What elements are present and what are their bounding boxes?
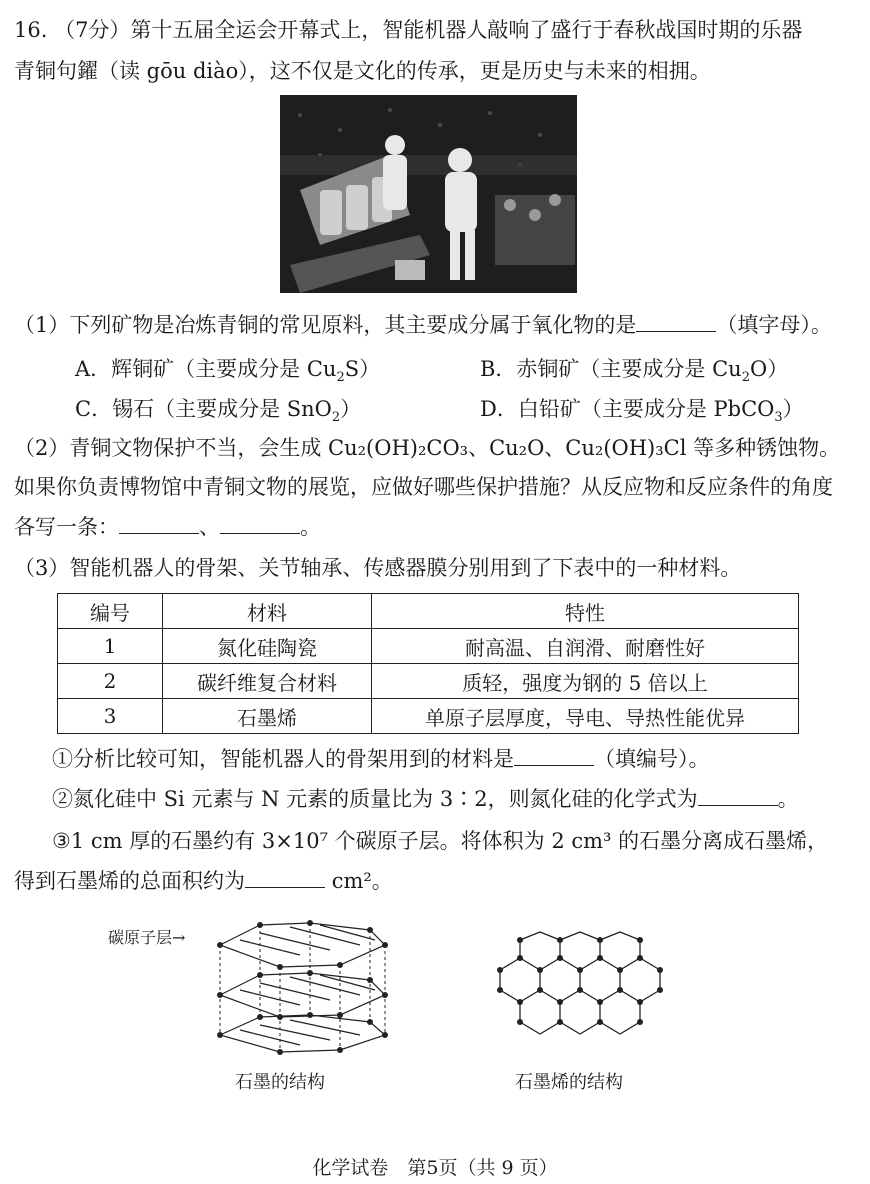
- robot-performance-photo: [280, 95, 577, 293]
- option-b: B．赤铜矿（主要成分是 $Cu_2O$）: [480, 357, 789, 386]
- table-header: 编号: [58, 594, 163, 629]
- graphite-caption: 石墨的结构: [235, 1072, 325, 1093]
- answer-blank-part1[interactable]: [636, 313, 716, 332]
- graphene-caption: 石墨烯的结构: [515, 1072, 623, 1093]
- page-footer: 化学试卷 第5页（共 9 页）: [312, 1157, 558, 1179]
- part1-prompt: （1）下列矿物是冶炼青铜的常见原料，其主要成分属于氧化物的是 （填字母）。: [14, 313, 832, 337]
- answer-blank-part3-q2[interactable]: [698, 787, 778, 806]
- part3-q1: ①分析比较可知，智能机器人的骨架用到的材料是 （填编号）。: [52, 747, 710, 771]
- table-header: 特性: [372, 594, 799, 629]
- part2-line2: 如果你负责博物馆中青铜文物的展览，应做好哪些保护措施？从反应物和反应条件的角度: [14, 475, 833, 499]
- carbon-layer-label: 碳原子层→: [108, 928, 186, 947]
- answer-blank-part3-q3[interactable]: [245, 869, 325, 888]
- answer-blank-part2-reactant[interactable]: [119, 515, 199, 534]
- materials-table: [57, 593, 799, 734]
- part3-q3-line2: 得到石墨烯的总面积约为 cm²。: [14, 869, 393, 893]
- part3-intro: （3）智能机器人的骨架、关节轴承、传感器膜分别用到了下表中的一种材料。: [14, 556, 742, 580]
- table-row: 3 石墨烯 单原子层厚度，导电、导热性能优异: [58, 699, 799, 734]
- part3-q2: ②氮化硅中 Si 元素与 N 元素的质量比为 3∶2，则氮化硅的化学式为 。: [52, 787, 799, 811]
- question-header-line2: 青铜句鑃（读 gōu diào），这不仅是文化的传承，更是历史与未来的相拥。: [14, 59, 711, 83]
- graphite-structure-figure: [200, 905, 400, 1055]
- answer-blank-part2-condition[interactable]: [220, 515, 300, 534]
- part2-line1: （2）青铜文物保护不当，会生成 Cu₂(OH)₂CO₃、Cu₂O、Cu₂(OH)₃Cl 等多种锈蚀物。: [14, 436, 841, 460]
- table-header: 材料: [163, 594, 372, 629]
- option-a: A．辉铜矿（主要成分是 $Cu_2S$）: [75, 357, 381, 386]
- part2-line3: 各写一条： 、 。: [14, 515, 321, 539]
- option-c: C．锡石（主要成分是 SnO$_2$）: [75, 397, 362, 426]
- table-header-row: [58, 594, 799, 629]
- graphene-structure-figure: [490, 930, 670, 1040]
- question-header-line1: 16. （7分）第十五届全运会开幕式上，智能机器人敲响了盛行于春秋战国时期的乐器: [14, 18, 803, 42]
- part3-q3-line1: ③1 cm 厚的石墨约有 3×10⁷ 个碳原子层。将体积为 2 cm³ 的石墨分离成石墨烯，: [52, 829, 829, 853]
- option-d: D．白铅矿（主要成分是 PbCO$_3$）: [480, 397, 804, 426]
- answer-blank-part3-q1[interactable]: [514, 747, 594, 766]
- table-row: 1 氮化硅陶瓷 耐高温、自润滑、耐磨性好: [58, 629, 799, 664]
- table-row: 2 碳纤维复合材料 质轻，强度为钢的 5 倍以上: [58, 664, 799, 699]
